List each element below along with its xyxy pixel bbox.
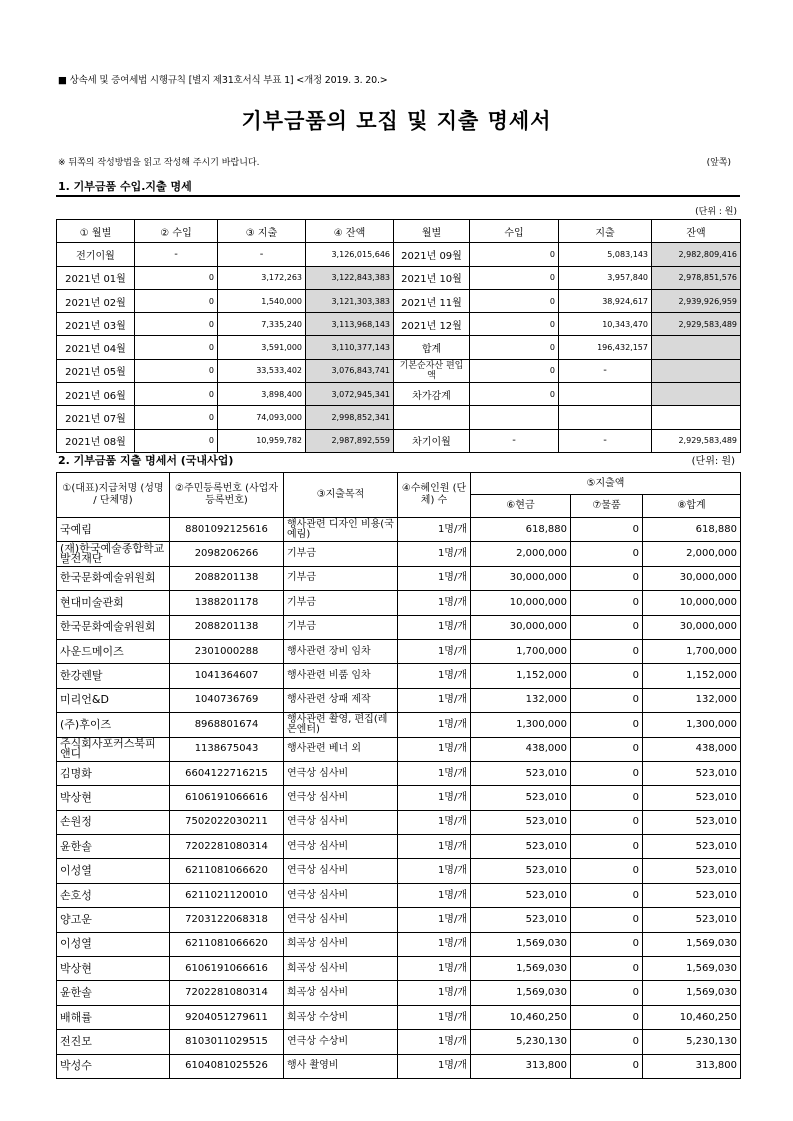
table-row xyxy=(57,713,741,737)
table-cell: 1388201178 xyxy=(170,591,284,615)
table-cell: 1,152,000 xyxy=(471,664,571,688)
table-row xyxy=(57,957,741,981)
table-cell: 1명/개 xyxy=(398,1030,471,1054)
table-cell xyxy=(652,359,741,382)
table-cell: 523,010 xyxy=(471,859,571,883)
table-cell: 2021년 12월 xyxy=(394,313,470,336)
table-cell: 9204051279611 xyxy=(170,1005,284,1029)
table-cell: 0 xyxy=(135,313,218,336)
table-cell: 1명/개 xyxy=(398,883,471,907)
table-cell: 2,929,583,489 xyxy=(652,429,741,452)
table-cell: 기부금 xyxy=(284,542,398,566)
table-cell xyxy=(652,383,741,406)
table-cell: 행사관련 비품 임차 xyxy=(284,664,398,688)
table-cell: 1,569,030 xyxy=(643,932,741,956)
table-cell: 한강렌탈 xyxy=(57,664,170,688)
table-cell: 7202281080314 xyxy=(170,835,284,859)
table-row xyxy=(57,761,741,785)
table-cell: 30,000,000 xyxy=(471,566,571,590)
header-cell: ④ 잔액 xyxy=(306,220,394,243)
table-cell: 0 xyxy=(571,737,643,761)
table-row xyxy=(57,737,741,761)
page-title: 기부금품의 모집 및 지출 명세서 xyxy=(241,109,552,133)
table-cell: 1명/개 xyxy=(398,591,471,615)
table-cell: 8968801674 xyxy=(170,713,284,737)
table-cell: 희곡상 수상비 xyxy=(284,1005,398,1029)
table-cell: 2088201138 xyxy=(170,615,284,639)
table-cell: 6106191066616 xyxy=(170,786,284,810)
income-expense-header xyxy=(57,220,741,243)
table-cell: 2,000,000 xyxy=(471,542,571,566)
table-cell: 행사관련 디자인 비용(국예림) xyxy=(284,518,398,542)
table-cell: 1명/개 xyxy=(398,518,471,542)
table-row xyxy=(57,688,741,712)
table-cell: 0 xyxy=(135,383,218,406)
col-goods: ⑦물품 xyxy=(571,495,643,518)
table-cell: 523,010 xyxy=(471,883,571,907)
table-cell: 2301000288 xyxy=(170,639,284,663)
table-cell: 523,010 xyxy=(471,835,571,859)
table-row xyxy=(57,835,741,859)
table-cell: 2021년 09월 xyxy=(394,243,470,266)
table-cell xyxy=(559,406,652,429)
table-cell: 5,083,143 xyxy=(559,243,652,266)
table-cell: 0 xyxy=(571,1005,643,1029)
table-cell: 2021년 04월 xyxy=(57,336,135,359)
table-row xyxy=(57,336,741,359)
table-cell: 3,898,400 xyxy=(218,383,306,406)
table-cell: 0 xyxy=(470,336,559,359)
table-cell: 523,010 xyxy=(643,859,741,883)
table-cell: 3,126,015,646 xyxy=(306,243,394,266)
table-cell: 2021년 06월 xyxy=(57,383,135,406)
table-cell: 438,000 xyxy=(471,737,571,761)
table-cell: 양고운 xyxy=(57,908,170,932)
table-cell: 7,335,240 xyxy=(218,313,306,336)
table-cell: 3,957,840 xyxy=(559,266,652,289)
table-cell: 5,230,130 xyxy=(643,1030,741,1054)
table-cell: 2021년 02월 xyxy=(57,289,135,312)
table-cell: 기본순자산 편입액 xyxy=(394,359,470,382)
table-cell: 10,000,000 xyxy=(643,591,741,615)
table-row xyxy=(57,981,741,1005)
section1-rule xyxy=(56,195,740,197)
table-cell: 313,800 xyxy=(471,1054,571,1078)
table-cell: 연극상 심사비 xyxy=(284,810,398,834)
table-cell xyxy=(559,383,652,406)
table-cell: 1명/개 xyxy=(398,566,471,590)
table-cell: 7202281080314 xyxy=(170,981,284,1005)
table-cell: 2,929,583,489 xyxy=(652,313,741,336)
table-cell: 1명/개 xyxy=(398,835,471,859)
table-cell: 1명/개 xyxy=(398,639,471,663)
table-cell: 현대미술관회 xyxy=(57,591,170,615)
table-cell: 0 xyxy=(135,266,218,289)
table-cell: 손원정 xyxy=(57,810,170,834)
table-cell: - xyxy=(470,429,559,452)
table-cell: 0 xyxy=(571,761,643,785)
table-cell: 0 xyxy=(571,932,643,956)
table-cell: 1138675043 xyxy=(170,737,284,761)
table-cell: 1040736769 xyxy=(170,688,284,712)
table-cell: 1,152,000 xyxy=(643,664,741,688)
table-cell: 1명/개 xyxy=(398,810,471,834)
table-cell: 1명/개 xyxy=(398,542,471,566)
table-cell: 438,000 xyxy=(643,737,741,761)
table-cell: 2021년 10월 xyxy=(394,266,470,289)
col-regno: ②주민등록번호 (사업자등록번호) xyxy=(170,473,284,518)
table-cell: 1명/개 xyxy=(398,1005,471,1029)
table-cell: 6211081066620 xyxy=(170,932,284,956)
table-cell: 523,010 xyxy=(643,786,741,810)
table-cell: 10,460,250 xyxy=(471,1005,571,1029)
table-cell: 30,000,000 xyxy=(643,566,741,590)
table-cell: 전진모 xyxy=(57,1030,170,1054)
table-cell: 이성열 xyxy=(57,932,170,956)
table-cell: 618,880 xyxy=(471,518,571,542)
table-cell: 1명/개 xyxy=(398,1054,471,1078)
table-cell: 1,569,030 xyxy=(643,981,741,1005)
table-cell: 기부금 xyxy=(284,566,398,590)
table-cell: 박상현 xyxy=(57,786,170,810)
section2-title: 2. 기부금품 지출 명세서 (국내사업) xyxy=(58,454,234,467)
table-row xyxy=(57,266,741,289)
table-row xyxy=(57,359,741,382)
header-cell: 월별 xyxy=(394,220,470,243)
table-cell: 박성수 xyxy=(57,1054,170,1078)
table-cell: 30,000,000 xyxy=(471,615,571,639)
table-cell: 차기이월 xyxy=(394,429,470,452)
table-cell: 3,072,945,341 xyxy=(306,383,394,406)
table-cell: 손호성 xyxy=(57,883,170,907)
table-row xyxy=(57,289,741,312)
table-cell: 8801092125616 xyxy=(170,518,284,542)
table-cell: 0 xyxy=(571,713,643,737)
table-cell: 2,987,892,559 xyxy=(306,429,394,452)
instruction-note: ※ 뒤쪽의 작성방법을 읽고 작성해 주시기 바랍니다. xyxy=(58,158,260,168)
table-cell: 523,010 xyxy=(643,810,741,834)
form-reference: ■ 상속세 및 증여세법 시행규칙 [별지 제31호서식 부표 1] <개정 2019. 3. 20.> xyxy=(58,75,388,86)
section1-unit: (단위 : 원) xyxy=(695,207,737,217)
table-cell: 1명/개 xyxy=(398,664,471,688)
table-cell: 523,010 xyxy=(643,761,741,785)
front-page-label: (앞쪽) xyxy=(706,158,731,168)
table-cell: 2021년 11월 xyxy=(394,289,470,312)
table-cell: 0 xyxy=(571,1030,643,1054)
col-cash: ⑥현금 xyxy=(471,495,571,518)
table-cell: 33,533,402 xyxy=(218,359,306,382)
col-total: ⑧합계 xyxy=(643,495,741,518)
table-cell: 6211081066620 xyxy=(170,859,284,883)
table-cell: 10,460,250 xyxy=(643,1005,741,1029)
table-cell: 3,121,303,383 xyxy=(306,289,394,312)
table-row xyxy=(57,1054,741,1078)
table-cell: 0 xyxy=(571,835,643,859)
table-cell: 10,000,000 xyxy=(471,591,571,615)
table-cell: 7502022030211 xyxy=(170,810,284,834)
table-cell: 2088201138 xyxy=(170,566,284,590)
table-cell: 합계 xyxy=(394,336,470,359)
header-cell: 지출 xyxy=(559,220,652,243)
table-cell: 6106191066616 xyxy=(170,957,284,981)
table-cell: 0 xyxy=(571,883,643,907)
table-cell: 0 xyxy=(135,406,218,429)
table-cell: 1명/개 xyxy=(398,713,471,737)
table-cell: 배해률 xyxy=(57,1005,170,1029)
table-cell: 2021년 08월 xyxy=(57,429,135,452)
table-row xyxy=(57,615,741,639)
table-row xyxy=(57,932,741,956)
table-cell: 313,800 xyxy=(643,1054,741,1078)
table-cell: 연극상 수상비 xyxy=(284,1030,398,1054)
table-cell: 523,010 xyxy=(471,786,571,810)
table-cell: 1,569,030 xyxy=(643,957,741,981)
table-cell: 이성열 xyxy=(57,859,170,883)
table-row xyxy=(57,591,741,615)
table-cell: 38,924,617 xyxy=(559,289,652,312)
section2-unit: (단위: 원) xyxy=(691,456,735,467)
table-cell: 0 xyxy=(470,359,559,382)
table-cell: 희곡상 심사비 xyxy=(284,981,398,1005)
table-cell: 30,000,000 xyxy=(643,615,741,639)
table-cell: - xyxy=(559,429,652,452)
table-cell: 희곡상 심사비 xyxy=(284,957,398,981)
table-cell: 0 xyxy=(571,664,643,688)
header-cell: 잔액 xyxy=(652,220,741,243)
col-amount-group: ⑤지출액 xyxy=(471,473,741,495)
table-row xyxy=(57,542,741,566)
table-cell: 윤한솔 xyxy=(57,981,170,1005)
col-payee: ①(대표)지급처명 (성명 / 단체명) xyxy=(57,473,170,518)
expense-detail-table xyxy=(56,472,741,1079)
table-cell: 0 xyxy=(571,859,643,883)
table-cell: 523,010 xyxy=(471,761,571,785)
table-cell: 2021년 05월 xyxy=(57,359,135,382)
table-cell: 0 xyxy=(135,336,218,359)
table-cell: 2098206266 xyxy=(170,542,284,566)
table-cell: 기부금 xyxy=(284,615,398,639)
table-cell: 0 xyxy=(135,289,218,312)
table-cell: 0 xyxy=(571,542,643,566)
header-cell: ① 월별 xyxy=(57,220,135,243)
table-cell: 1,700,000 xyxy=(643,639,741,663)
table-cell: - xyxy=(559,359,652,382)
table-cell: 0 xyxy=(571,908,643,932)
table-cell: 행사관련 베너 외 xyxy=(284,737,398,761)
header-cell: 수입 xyxy=(470,220,559,243)
table-cell: 0 xyxy=(571,957,643,981)
table-row xyxy=(57,883,741,907)
table-cell: 7203122068318 xyxy=(170,908,284,932)
table-row xyxy=(57,1030,741,1054)
table-cell: 기부금 xyxy=(284,591,398,615)
table-cell: 523,010 xyxy=(643,908,741,932)
table-cell: 10,959,782 xyxy=(218,429,306,452)
table-cell: 74,093,000 xyxy=(218,406,306,429)
table-cell: 2,982,809,416 xyxy=(652,243,741,266)
table-row xyxy=(57,908,741,932)
table-cell: 김명화 xyxy=(57,761,170,785)
table-row xyxy=(57,810,741,834)
table-cell: - xyxy=(218,243,306,266)
table-cell: 2,978,851,576 xyxy=(652,266,741,289)
table-cell: 0 xyxy=(135,359,218,382)
table-cell: 8103011029515 xyxy=(170,1030,284,1054)
table-cell: 618,880 xyxy=(643,518,741,542)
table-cell: 0 xyxy=(470,383,559,406)
table-cell: 3,113,968,143 xyxy=(306,313,394,336)
table-cell: 0 xyxy=(470,243,559,266)
table-cell: 0 xyxy=(571,786,643,810)
table-cell: (재)한국예술종합학교 발전재단 xyxy=(57,542,170,566)
table-cell: 0 xyxy=(571,518,643,542)
table-row xyxy=(57,243,741,266)
table-cell: 3,076,843,741 xyxy=(306,359,394,382)
table-cell: 0 xyxy=(571,639,643,663)
income-expense-table xyxy=(56,219,741,453)
table-cell xyxy=(652,406,741,429)
table-cell: 1명/개 xyxy=(398,688,471,712)
table-cell: 사운드메이즈 xyxy=(57,639,170,663)
table-row xyxy=(57,313,741,336)
table-cell: 2,000,000 xyxy=(643,542,741,566)
table-cell: 1명/개 xyxy=(398,932,471,956)
table-cell: 1,540,000 xyxy=(218,289,306,312)
table-cell: 2021년 01월 xyxy=(57,266,135,289)
table-cell: 0 xyxy=(470,313,559,336)
table-row xyxy=(57,383,741,406)
table-cell: 0 xyxy=(571,1054,643,1078)
table-cell: 10,343,470 xyxy=(559,313,652,336)
table-cell: 0 xyxy=(470,266,559,289)
table-cell: (주)후이즈 xyxy=(57,713,170,737)
table-cell xyxy=(652,336,741,359)
section1-title: 1. 기부금품 수입.지출 명세 xyxy=(58,180,192,193)
table-cell: 3,110,377,143 xyxy=(306,336,394,359)
table-cell: 윤한솔 xyxy=(57,835,170,859)
table-cell: 1명/개 xyxy=(398,981,471,1005)
table-cell: 행사관련 촬영, 편집(레몬엔터) xyxy=(284,713,398,737)
table-cell: 3,172,263 xyxy=(218,266,306,289)
header-cell: ③ 지출 xyxy=(218,220,306,243)
table-cell: 행사관련 상패 제작 xyxy=(284,688,398,712)
table-cell: 3,122,843,383 xyxy=(306,266,394,289)
table-cell: 1,569,030 xyxy=(471,981,571,1005)
table-cell: 1,700,000 xyxy=(471,639,571,663)
table-cell: 3,591,000 xyxy=(218,336,306,359)
table-cell: 미리언&D xyxy=(57,688,170,712)
table-cell: 1명/개 xyxy=(398,615,471,639)
table-cell: 0 xyxy=(571,566,643,590)
table-cell: 1명/개 xyxy=(398,761,471,785)
table-cell: 국예림 xyxy=(57,518,170,542)
table-cell: 연극상 심사비 xyxy=(284,883,398,907)
table-cell: 전기이월 xyxy=(57,243,135,266)
table-cell: 1명/개 xyxy=(398,859,471,883)
table-cell: 1,569,030 xyxy=(471,932,571,956)
table-cell: 주식회사포커스북피앤디 xyxy=(57,737,170,761)
table-cell: 차가감계 xyxy=(394,383,470,406)
table-cell: 박상현 xyxy=(57,957,170,981)
table-cell: 1명/개 xyxy=(398,957,471,981)
table-cell: 1,300,000 xyxy=(643,713,741,737)
table-cell: 연극상 심사비 xyxy=(284,786,398,810)
table-cell: 523,010 xyxy=(643,835,741,859)
table-cell: 0 xyxy=(571,810,643,834)
table-cell: 희곡상 심사비 xyxy=(284,932,398,956)
table-cell: 1명/개 xyxy=(398,908,471,932)
table-cell: 1,569,030 xyxy=(471,957,571,981)
table-cell: 한국문화예술위원회 xyxy=(57,566,170,590)
table-cell: 0 xyxy=(135,429,218,452)
table-cell: 132,000 xyxy=(471,688,571,712)
table-cell: 1명/개 xyxy=(398,737,471,761)
col-purpose: ③지출목적 xyxy=(284,473,398,518)
header-cell: ② 수입 xyxy=(135,220,218,243)
table-row xyxy=(57,429,741,452)
table-cell: 2021년 03월 xyxy=(57,313,135,336)
table-cell: 0 xyxy=(571,591,643,615)
table-cell: 행사 촬영비 xyxy=(284,1054,398,1078)
table-row xyxy=(57,566,741,590)
table-row xyxy=(57,639,741,663)
table-cell: 한국문화예술위원회 xyxy=(57,615,170,639)
table-cell: 5,230,130 xyxy=(471,1030,571,1054)
table-row xyxy=(57,406,741,429)
table-cell: 행사관련 장비 임차 xyxy=(284,639,398,663)
table-cell: 0 xyxy=(571,981,643,1005)
table-cell xyxy=(470,406,559,429)
table-cell: 연극상 심사비 xyxy=(284,761,398,785)
table-cell: 132,000 xyxy=(643,688,741,712)
table-cell: - xyxy=(135,243,218,266)
table-cell: 196,432,157 xyxy=(559,336,652,359)
table-cell: 0 xyxy=(470,289,559,312)
table-cell: 연극상 심사비 xyxy=(284,908,398,932)
table-cell: 2,998,852,341 xyxy=(306,406,394,429)
table-cell: 523,010 xyxy=(471,908,571,932)
table-cell: 6104081025526 xyxy=(170,1054,284,1078)
table-cell: 연극상 심사비 xyxy=(284,835,398,859)
table-cell: 1명/개 xyxy=(398,786,471,810)
table-cell: 2,939,926,959 xyxy=(652,289,741,312)
table-cell: 연극상 심사비 xyxy=(284,859,398,883)
table-row xyxy=(57,859,741,883)
table-cell: 2021년 07월 xyxy=(57,406,135,429)
table-row xyxy=(57,786,741,810)
table-row xyxy=(57,518,741,542)
table-cell: 6211021120010 xyxy=(170,883,284,907)
table-cell: 0 xyxy=(571,615,643,639)
table-cell: 523,010 xyxy=(643,883,741,907)
table-cell xyxy=(394,406,470,429)
table-cell: 6604122716215 xyxy=(170,761,284,785)
table-cell: 523,010 xyxy=(471,810,571,834)
table-cell: 0 xyxy=(571,688,643,712)
col-beneficiary: ④수혜인원 (단체) 수 xyxy=(398,473,471,518)
table-cell: 1,300,000 xyxy=(471,713,571,737)
table-cell: 1041364607 xyxy=(170,664,284,688)
table-row xyxy=(57,1005,741,1029)
table-row xyxy=(57,664,741,688)
